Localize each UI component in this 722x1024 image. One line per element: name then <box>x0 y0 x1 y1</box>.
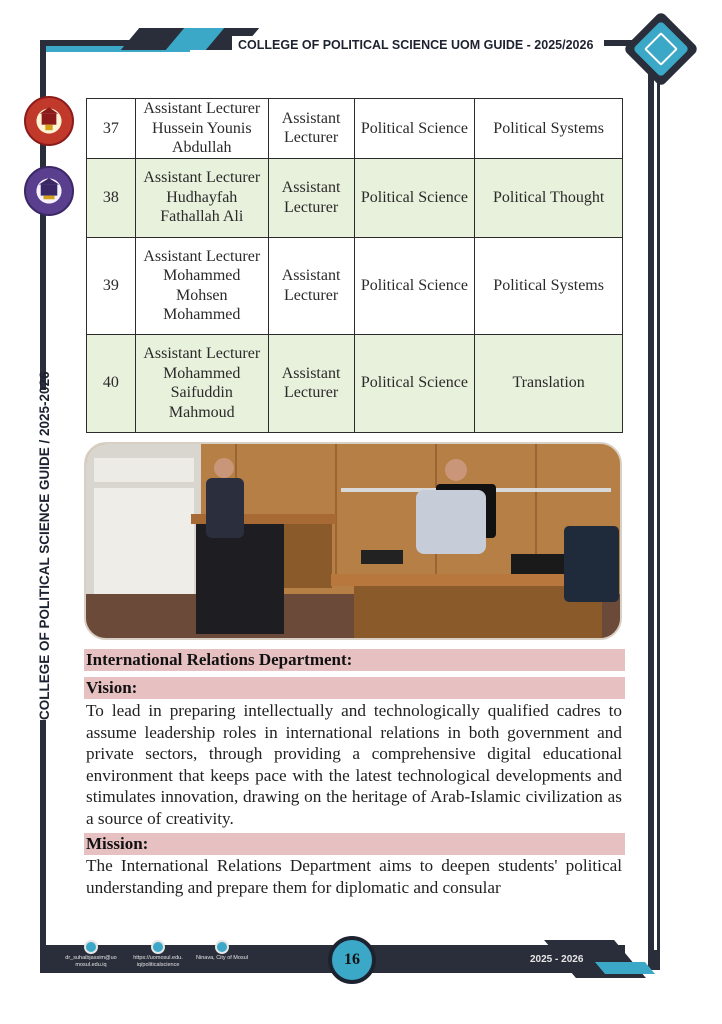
cell-field: Political Systems <box>475 99 623 159</box>
footer-email-text: dr_suhaibjassim@uo mosul.edu.iq <box>65 955 117 968</box>
table-row <box>87 334 623 432</box>
vision-text: To lead in preparing intellectually and technologically qualified cadres to assume leadership roles in international relations in both government and private sectors, through providing a comprehensive digital educational environment that keeps pace with the latest technological developments and stimulates innovation, drawing on the heritage of Arab-Islamic civilization as a source of creativity. <box>86 701 622 828</box>
table-row <box>87 99 623 159</box>
cell-specialization: Political Science <box>354 99 475 159</box>
side-title: COLLEGE OF POLITICAL SCIENCE GUIDE / 2025-2026 <box>34 390 56 720</box>
cell-title: Assistant Lecturer <box>268 237 354 334</box>
table-row <box>87 237 623 334</box>
footer-email[interactable] <box>58 940 124 969</box>
table-row <box>87 158 623 237</box>
college-seal-icon <box>24 166 74 216</box>
mission-text: The International Relations Department aims to deepen students' political understanding and prepare them for diplomatic and consular <box>86 856 622 897</box>
page-header-title: COLLEGE OF POLITICAL SCIENCE UOM GUIDE - 2025/2026 <box>232 36 604 54</box>
cell-title: Assistant Lecturer <box>268 158 354 237</box>
cell-number: 38 <box>87 158 136 237</box>
footer-year: 2025 - 2026 <box>530 954 584 965</box>
cell-field: Political Systems <box>475 237 623 334</box>
cell-name: Assistant Lecturer Mohammed Mohsen Mohammed <box>135 237 268 334</box>
cell-number: 37 <box>87 99 136 159</box>
staff-table <box>86 98 623 433</box>
footer-location-text: Ninava, City of Mosul <box>196 955 248 961</box>
email-icon <box>84 940 98 954</box>
cell-title: Assistant Lecturer <box>268 334 354 432</box>
footer-slash-accent <box>595 962 655 974</box>
department-heading: International Relations Department: <box>84 649 625 671</box>
cell-number: 40 <box>87 334 136 432</box>
cell-number: 39 <box>87 237 136 334</box>
cell-name: Assistant Lecturer Hudhayfah Fathallah Ali <box>135 158 268 237</box>
cell-specialization: Political Science <box>354 334 475 432</box>
footer-location <box>196 940 248 962</box>
cell-name: Assistant Lecturer Mohammed Saifuddin Mahmoud <box>135 334 268 432</box>
footer-website[interactable] <box>128 940 188 969</box>
vision-heading: Vision: <box>84 677 625 699</box>
cell-field: Translation <box>475 334 623 432</box>
mission-heading: Mission: <box>84 833 625 855</box>
page-number: 16 <box>328 936 376 984</box>
university-seal-icon <box>24 96 74 146</box>
cell-field: Political Thought <box>475 158 623 237</box>
office-photo <box>84 442 622 640</box>
cell-specialization: Political Science <box>354 237 475 334</box>
frame-right-line <box>654 80 657 950</box>
globe-icon <box>151 940 165 954</box>
cell-title: Assistant Lecturer <box>268 99 354 159</box>
cell-specialization: Political Science <box>354 158 475 237</box>
location-pin-icon <box>215 940 229 954</box>
cell-name: Assistant Lecturer Hussein Younis Abdullah <box>135 99 268 159</box>
footer-website-text: https://uomosul.edu. iq/politicalscience <box>133 955 183 968</box>
